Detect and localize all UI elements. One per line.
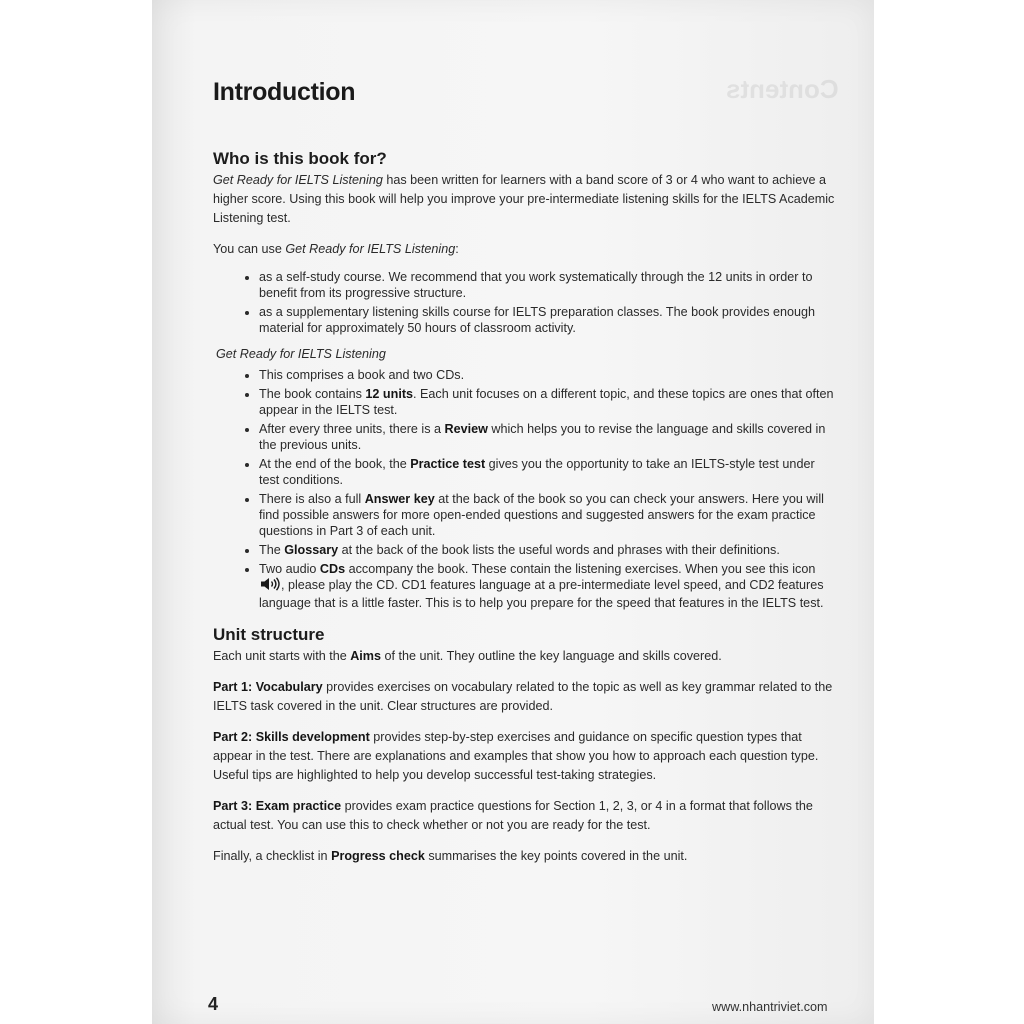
features-title: Get Ready for IELTS Listening xyxy=(216,347,386,361)
unit-heading: Unit structure xyxy=(213,625,325,644)
list-item: • as a supplementary listening skills course for IELTS preparation classes. The book provides enough material for approximately 50 hours of classroom activity. xyxy=(259,304,838,336)
page-number: 4 xyxy=(208,994,219,1014)
features-list xyxy=(235,367,838,611)
use-list xyxy=(235,269,838,336)
speaker-icon xyxy=(260,577,280,595)
list-item: • There is also a full Answer key at the back of the book so you can check your answers. Here you will find possible answers for more open-ended questions and suggested answers for the exam practice questions in Part 3 of each unit. xyxy=(259,491,838,539)
unit-aims: Each unit starts with the Aims of the unit. They outline the key language and skills covered. xyxy=(213,649,722,663)
page-content xyxy=(213,78,838,876)
list-item: • Two audio CDs accompany the book. These contain the listening exercises. When you see this icon , please play the CD. CD1 features language at a pre-intermediate level speed, and CD2 features language that is a little faster. This is to help you prepare for the speed that features in the IELTS test. xyxy=(259,561,838,611)
unit-final: Finally, a checklist in Progress check summarises the key points covered in the unit. xyxy=(213,849,688,863)
list-item: • as a self-study course. We recommend that you work systematically through the 12 units in order to benefit from its progressive structure. xyxy=(259,269,838,301)
use-lead: You can use Get Ready for IELTS Listening: xyxy=(213,242,459,256)
list-item: • At the end of the book, the Practice test gives you the opportunity to take an IELTS-style test under test conditions. xyxy=(259,456,838,488)
unit-part3: Part 3: Exam practice provides exam practice questions for Section 1, 2, 3, or 4 in a format that follows the actual test. You can use this to check whether or not you are ready for the test. xyxy=(213,799,813,832)
who-heading: Who is this book for? xyxy=(213,149,387,168)
page-title: Introduction xyxy=(213,78,356,106)
footer-url: www.nhantriviet.com xyxy=(712,1000,828,1014)
unit-part2: Part 2: Skills development provides step-by-step exercises and guidance on specific question types that appear in the test. There are explanations and examples that show you how to approach each question type. Useful tips are highlighted to help you develop successful test-taking strategies. xyxy=(213,730,819,782)
unit-part1: Part 1: Vocabulary provides exercises on vocabulary related to the topic as well as key grammar related to the IELTS task covered in the unit. Clear structures are provided. xyxy=(213,680,833,713)
list-item: • This comprises a book and two CDs. xyxy=(259,367,838,383)
list-item: • After every three units, there is a Review which helps you to revise the language and skills covered in the previous units. xyxy=(259,421,838,453)
list-item: • The book contains 12 units. Each unit focuses on a different topic, and these topics are ones that often appear in the IELTS test. xyxy=(259,386,838,418)
who-intro: Get Ready for IELTS Listening has been written for learners with a band score of 3 or 4 who want to achieve a higher score. Using this book will help you improve your pre-intermediate listening skills for the IELTS Academic Listening test. xyxy=(213,173,835,225)
list-item: • The Glossary at the back of the book lists the useful words and phrases with their definitions. xyxy=(259,542,838,558)
bleed-through-heading: Contents xyxy=(726,74,839,104)
